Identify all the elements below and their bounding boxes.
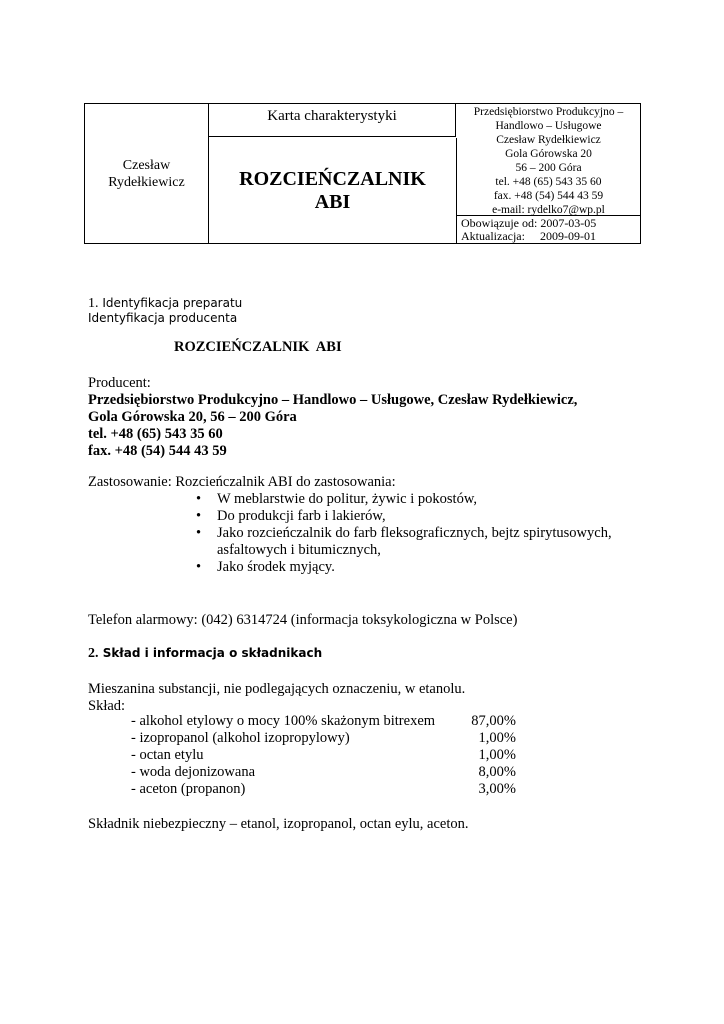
producer-block xyxy=(88,375,577,460)
emergency-phone: Telefon alarmowy: (042) 6314724 (informacja toksykologiczna w Polsce) xyxy=(88,612,518,628)
company-info-line: fax. +48 (54) 544 43 59 xyxy=(493,190,604,202)
list-item-text: Do produkcji farb i lakierów, xyxy=(217,508,386,524)
list-item xyxy=(194,559,637,576)
bullet-icon: • xyxy=(196,508,202,524)
dates-cell xyxy=(461,217,639,243)
mixture-text: Mieszanina substancji, nie podlegających oznaczeniu, w etanolu. xyxy=(88,681,466,697)
bullet-icon: • xyxy=(196,491,202,507)
updated-date: Aktualizacja: 2009-09-01 xyxy=(461,229,596,243)
company-info-line: tel. +48 (65) 543 35 60 xyxy=(495,176,602,188)
product-name: ROZCIEŃCZALNIK ABI xyxy=(174,339,342,355)
valid-from: Obowiązuje od: 2007-03-05 xyxy=(461,216,597,230)
producer-label: Producent: xyxy=(88,375,151,391)
section-2-heading xyxy=(88,646,322,662)
section-title: Skład i informacja o składnikach xyxy=(102,646,323,660)
company-info-line: Przedsiębiorstwo Produkcyjno – xyxy=(473,106,624,118)
component-name: - alkohol etylowy o mocy 100% skażonym bitrexem xyxy=(131,713,436,729)
product-title-line: ABI xyxy=(314,190,351,213)
component-value: 1,00% xyxy=(478,747,516,763)
section-number: 1. xyxy=(88,296,99,311)
product-title-line: ROZCIEŃCZALNIK xyxy=(239,167,426,190)
email-link[interactable]: e-mail: rydelko7@wp.pl xyxy=(492,204,605,216)
bullet-icon: • xyxy=(196,525,202,541)
component-value: 8,00% xyxy=(478,764,516,780)
list-item-text: W meblarstwie do politur, żywic i pokostów, xyxy=(217,491,477,507)
list-item-text: Jako środek myjący. xyxy=(217,559,335,575)
hazardous-components: Składnik niebezpieczny – etanol, izopropanol, octan eylu, aceton. xyxy=(88,816,469,832)
product-title-cell xyxy=(209,138,457,243)
list-item xyxy=(131,764,516,781)
component-value: 87,00% xyxy=(471,713,516,729)
section-title: Identyfikacja preparatu xyxy=(102,296,243,310)
company-short-line: Czesław xyxy=(122,157,171,173)
company-info-line: 56 – 200 Góra xyxy=(515,162,582,174)
component-name: - izopropanol (alkohol izopropylowy) xyxy=(131,730,350,746)
list-item xyxy=(194,508,637,525)
component-value: 1,00% xyxy=(478,730,516,746)
list-item xyxy=(131,747,516,764)
composition-list xyxy=(131,713,516,798)
producer-line: Gola Górowska 20, 56 – 200 Góra xyxy=(88,409,297,425)
header-table xyxy=(84,103,641,244)
list-item xyxy=(131,781,516,798)
section-subtitle: Identyfikacja producenta xyxy=(88,311,238,325)
composition-label: Skład: xyxy=(88,698,126,714)
component-name: - aceton (propanon) xyxy=(131,781,246,797)
component-value: 3,00% xyxy=(478,781,516,797)
usage-list xyxy=(194,491,637,576)
company-short-cell xyxy=(85,104,209,243)
list-item xyxy=(194,525,637,559)
company-info-line: Czesław Rydełkiewicz xyxy=(496,134,601,146)
list-item xyxy=(131,730,516,747)
list-item-text: Jako rozcieńczalnik do farb fleksograficznych, bejtz spirytusowych, asfaltowych i bitumicznych, xyxy=(217,525,612,558)
list-item xyxy=(131,713,516,730)
company-short-line: Rydełkiewicz xyxy=(108,174,185,190)
component-name: - woda dejonizowana xyxy=(131,764,256,780)
usage-intro: Zastosowanie: Rozcieńczalnik ABI do zastosowania: xyxy=(88,474,396,490)
producer-line: tel. +48 (65) 543 35 60 xyxy=(88,426,223,442)
section-number: 2. xyxy=(88,646,99,661)
company-info-line: Handlowo – Usługowe xyxy=(495,120,602,132)
component-name: - octan etylu xyxy=(131,747,204,763)
doc-type-cell: Karta charakterystyki xyxy=(209,104,456,137)
bullet-icon: • xyxy=(196,559,202,575)
producer-line: fax. +48 (54) 544 43 59 xyxy=(88,443,227,459)
company-info-line: Gola Górowska 20 xyxy=(505,148,592,160)
producer-line: Przedsiębiorstwo Produkcyjno – Handlowo – Usługowe, Czesław Rydełkiewicz, xyxy=(88,392,578,408)
mixture-block xyxy=(88,681,465,715)
list-item xyxy=(194,491,637,508)
section-1-heading xyxy=(88,296,242,326)
company-info-cell xyxy=(457,104,640,216)
